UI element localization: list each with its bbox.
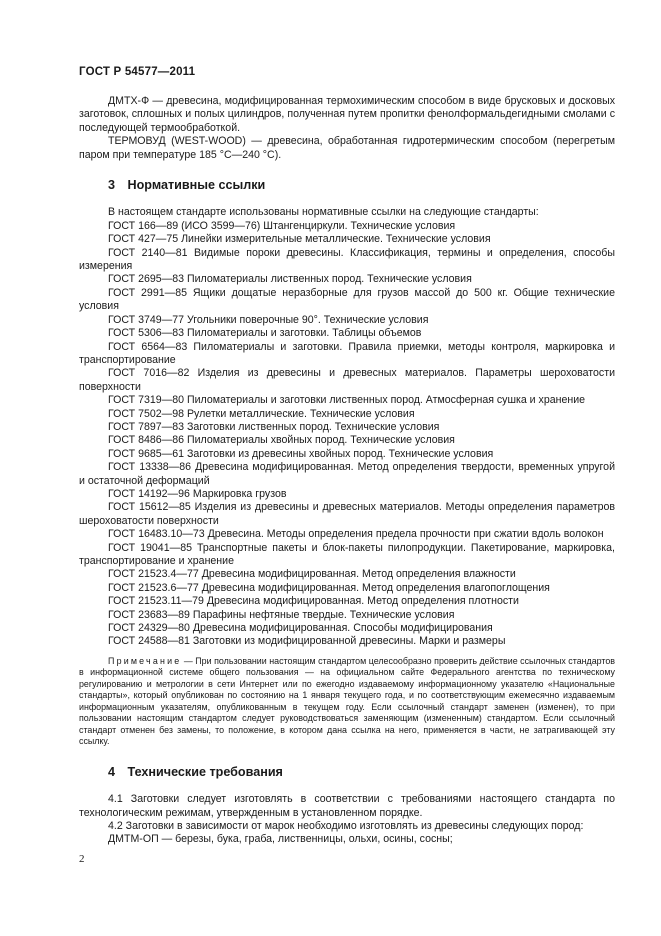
section-title: Технические требования (127, 764, 283, 779)
reference-item: ГОСТ 2695—83 Пиломатериалы лиственных пород. Технические условия (108, 273, 472, 286)
section-heading (108, 179, 615, 192)
reference-item: ГОСТ 15612—85 Изделия из древесины и древесных материалов. Методы определения параметров шероховатости поверхности (79, 501, 615, 527)
requirement-paragraph: 4.1 Заготовки следует изготовлять в соответствии с требованиями настоящего стандарта по технологическим режимам, утвержденным в установленном порядке. (79, 793, 615, 819)
reference-item: ГОСТ 7319—80 Пиломатериалы и заготовки лиственных пород. Атмосферная сушка и хранение (108, 394, 586, 407)
reference-item: ГОСТ 7897—83 Заготовки лиственных пород. Технические условия (108, 420, 440, 433)
section-number: 3 (108, 178, 116, 193)
intro-paragraph: ТЕРМОВУД (WEST-WOOD) — древесина, обработанная гидротермическим способом (перегретым паром при температуре 185 °С—240 °С). (79, 135, 615, 161)
reference-item: ГОСТ 23683—89 Парафины нефтяные твердые. Технические условия (108, 608, 455, 621)
reference-item: ГОСТ 16483.10—73 Древесина. Методы определения предела прочности при сжатии вдоль волокон (108, 528, 604, 541)
document-body (79, 95, 615, 847)
reference-item: ГОСТ 24588—81 Заготовки из модифицированной древесины. Марки и размеры (108, 635, 506, 648)
reference-item: ГОСТ 14192—96 Маркировка грузов (108, 487, 287, 500)
page-number: 2 (79, 853, 85, 865)
reference-item: ГОСТ 21523.4—77 Древесина модифицированная. Метод определения влажности (108, 568, 516, 581)
normative-references-list (79, 220, 615, 649)
reference-item: ГОСТ 2140—81 Видимые пороки древесины. Классификация, термины и определения, способы измерения (79, 246, 615, 273)
reference-item: ГОСТ 8486—86 Пиломатериалы хвойных пород. Технические условия (108, 434, 455, 447)
reference-item: ГОСТ 19041—85 Транспортные пакеты и блок-пакеты пилопродукции. Пакетирование, маркировка, транспортирование и хранение (79, 541, 615, 567)
section-heading (108, 766, 615, 779)
note-paragraph (79, 656, 615, 748)
reference-item: ГОСТ 166—89 (ИСО 3599—76) Штангенциркули. Технические условия (108, 219, 456, 232)
reference-item: ГОСТ 13338—86 Древесина модифицированная. Метод определения твердости, временных упругой и остаточной деформаций (79, 461, 615, 487)
reference-item: ГОСТ 24329—80 Древесина модифицированная. Способы модифицирования (108, 622, 493, 635)
note-text: — При пользовании настоящим стандартом целесообразно проверить действие ссылочных стандартов в информационной системе общего пользования — на официальном сайте Федерального агентства по техническому регулированию и метрологии в сети Интернет или по ежегодно издаваемому информационному указателю «Национальные стандарты», который опубликован по состоянию на 1 января текущего года, и по соответствующим ежемесячно издаваемым информационным указателям, опубликованным в текущем году. Если ссылочный стандарт заменен (изменен), то при пользовании настоящим стандартом следует руководствоваться заменяющим (измененным) стандартом. Если ссылочный стандарт отменен без замены, то положение, в котором дана ссылка на него, применяется в части, не затрагивающей эту ссылку. (79, 655, 616, 747)
reference-item: ГОСТ 7016—82 Изделия из древесины и древесных материалов. Параметры шероховатости поверхности (79, 367, 615, 393)
reference-item: ГОСТ 3749—77 Угольники поверочные 90°. Технические условия (108, 313, 429, 326)
reference-item: ГОСТ 5306—83 Пиломатериалы и заготовки. Таблицы объемов (108, 327, 422, 340)
reference-item: ГОСТ 21523.11—79 Древесина модифицированная. Метод определения плотности (108, 595, 519, 608)
reference-item: ГОСТ 7502—98 Рулетки металлические. Технические условия (108, 407, 415, 420)
page-header: ГОСТ Р 54577—2011 (79, 66, 196, 78)
reference-item: ГОСТ 2991—85 Ящики дощатые неразборные для грузов массой до 500 кг. Общие технические условия (79, 286, 615, 313)
reference-item: ГОСТ 21523.6—77 Древесина модифицированная. Метод определения влагопоглощения (108, 581, 550, 594)
reference-item: ГОСТ 6564—83 Пиломатериалы и заготовки. Правила приемки, методы контроля, маркировка и транспортирование (79, 340, 615, 366)
requirement-paragraph: 4.2 Заготовки в зависимости от марок необходимо изготовлять из древесины следующих пород: (108, 820, 584, 833)
section-number: 4 (108, 764, 116, 779)
section-title: Нормативные ссылки (127, 178, 266, 193)
intro-paragraph: ДМТХ-Ф — древесина, модифицированная термохимическим способом в виде брусковых и досковых заготовок, сплошных и полых цилиндров, полученная путем пропитки фенолформальдегидными смолами с последующей термообработкой. (79, 95, 615, 134)
reference-item: ГОСТ 9685—61 Заготовки из древесины хвойных пород. Технические условия (108, 447, 494, 460)
requirement-paragraph: ДМТМ-ОП — березы, бука, граба, лиственницы, ольхи, осины, сосны; (108, 833, 453, 846)
section-lead: В настоящем стандарте использованы нормативные ссылки на следующие стандарты: (108, 206, 539, 219)
note-label: Примечание (108, 655, 182, 666)
reference-item: ГОСТ 427—75 Линейки измерительные металлические. Технические условия (108, 233, 491, 246)
